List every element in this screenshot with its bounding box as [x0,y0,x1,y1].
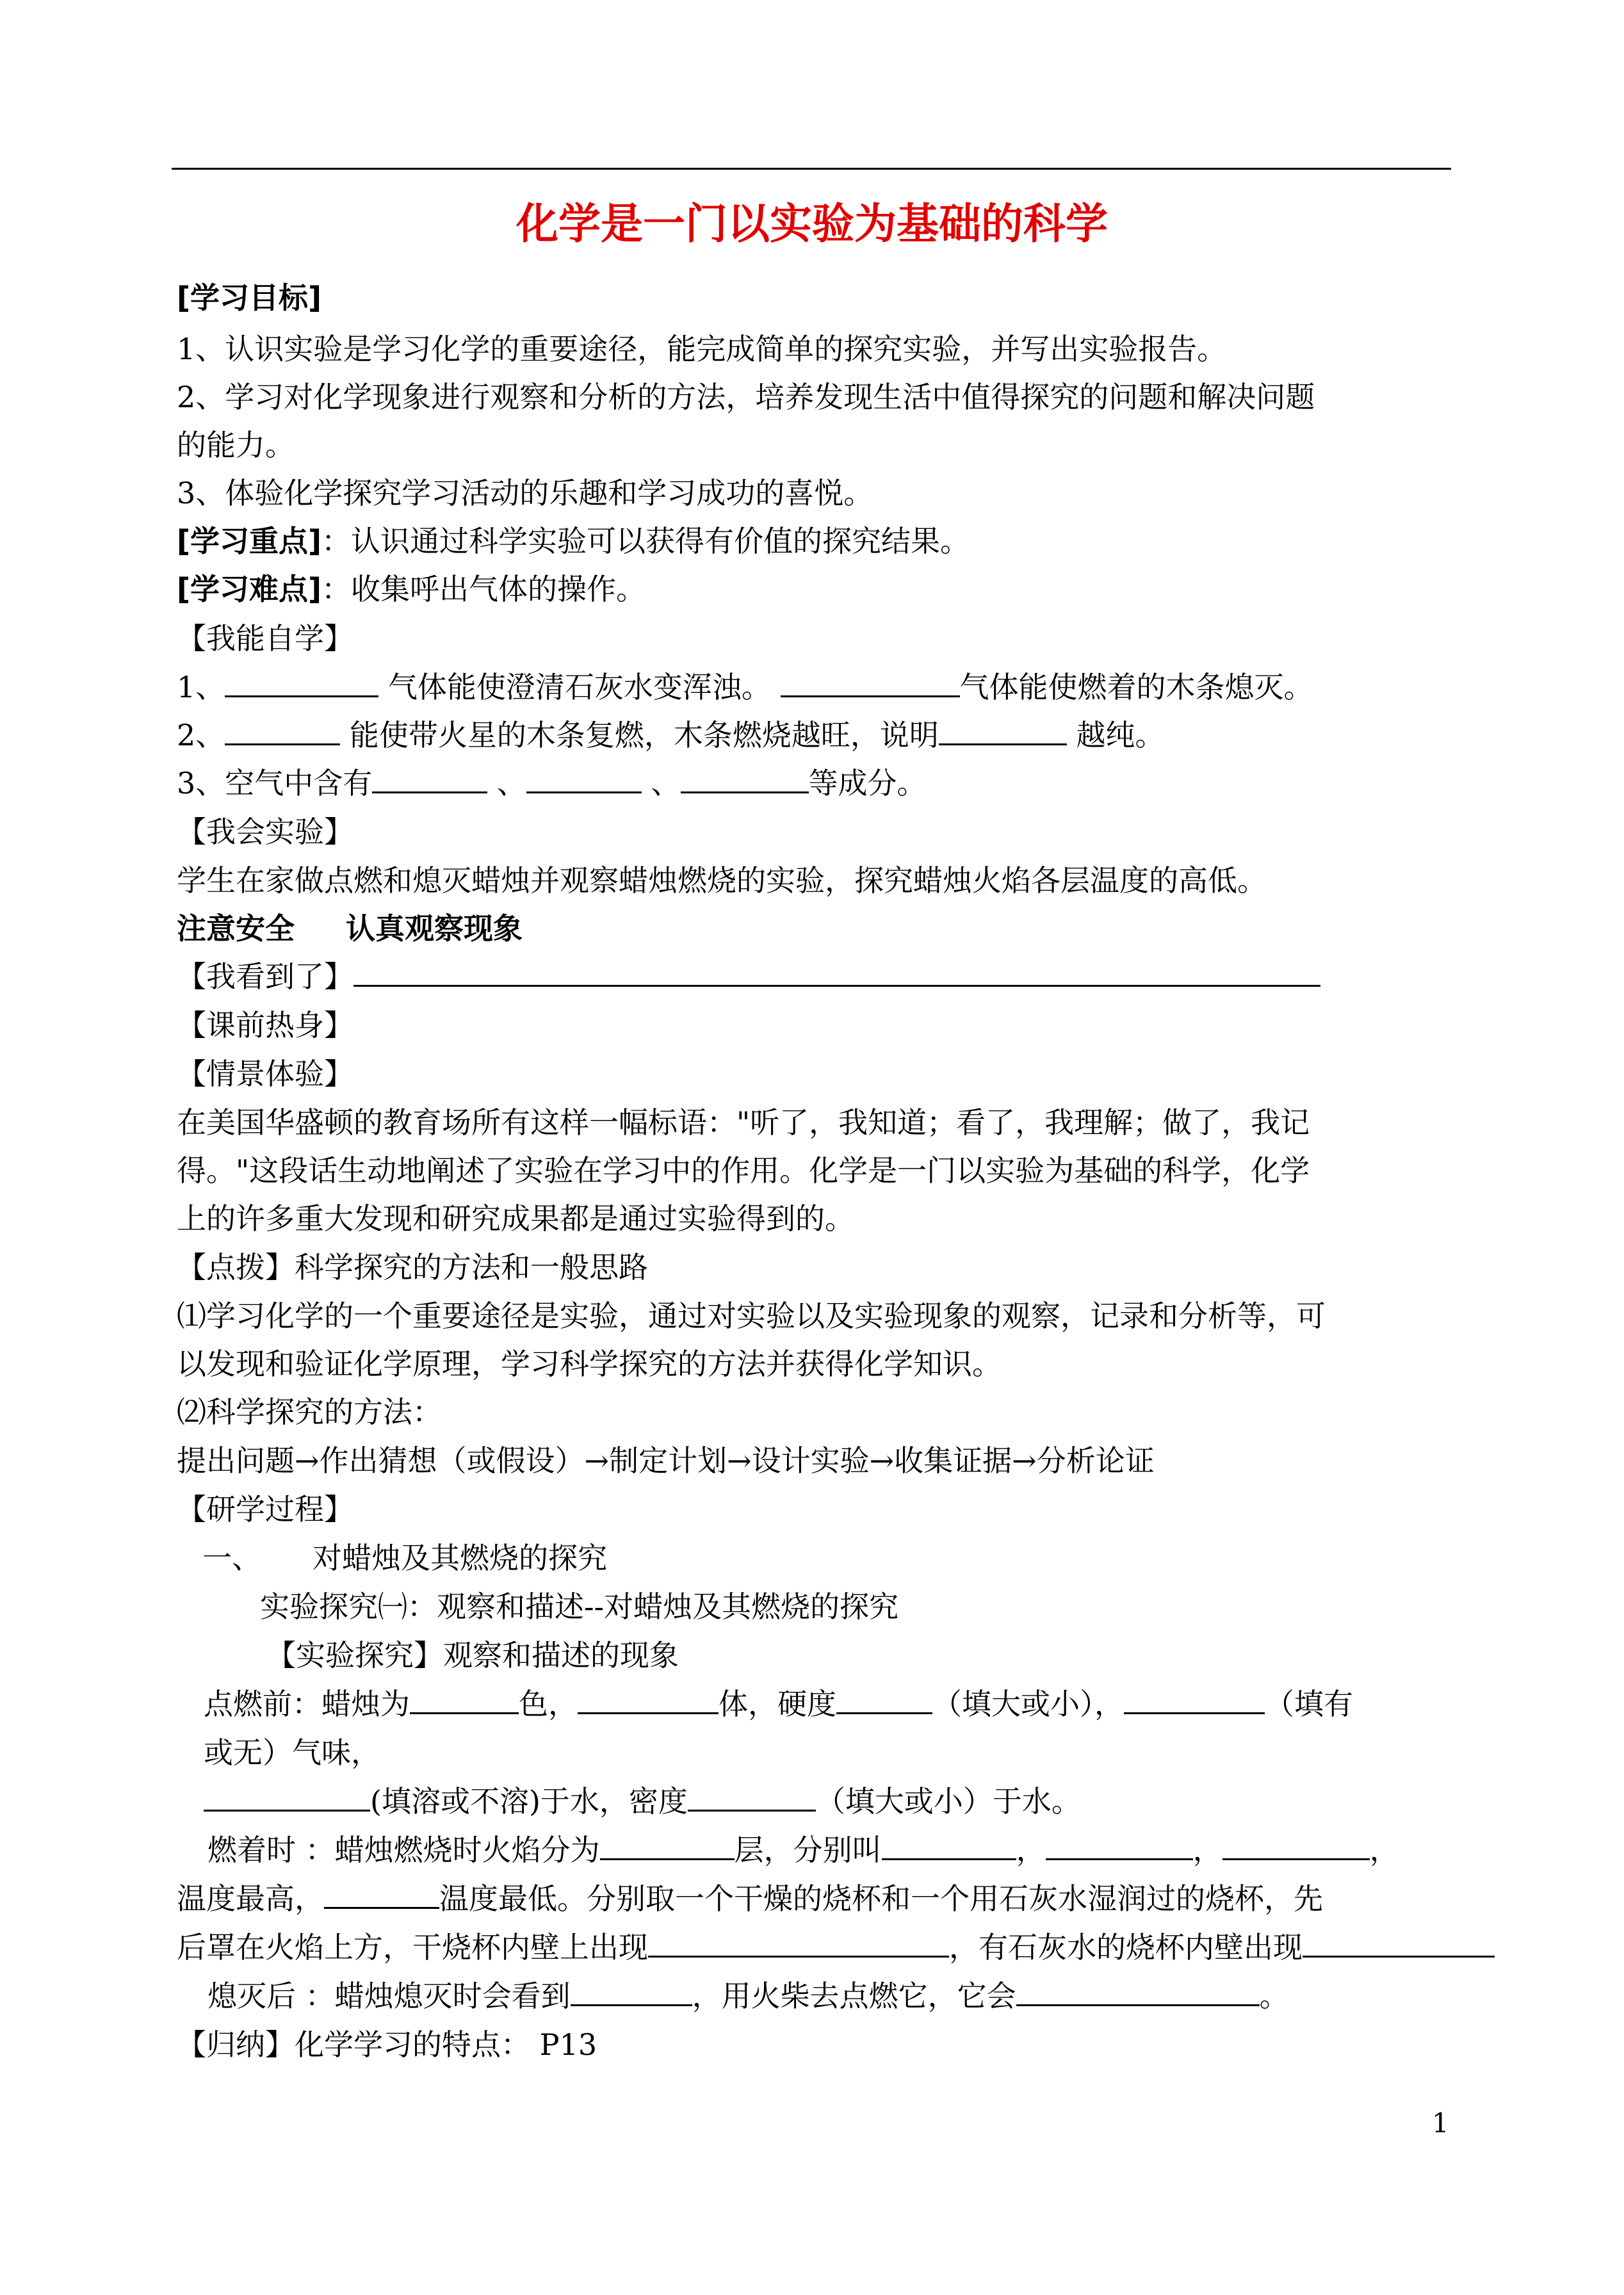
before-ignition-3 [204,1779,1081,1824]
question-2 [177,713,1165,758]
experiment-text: 学生在家做点燃和熄灭蜡烛并观察蜡烛燃烧的实验，探究蜡烛火焰各层温度的高低。 [177,863,1267,898]
comma: ， [1192,1833,1222,1867]
tip-2: ⑵科学探究的方法： [177,1395,442,1429]
blank[interactable] [600,1828,735,1860]
observation-blank[interactable] [353,954,1320,987]
blank[interactable] [204,1779,370,1812]
tip-1b: 以发现和验证化学原理，学习科学探究的方法并获得化学知识。 [177,1347,1002,1381]
q1-text: 气体能使澄清石灰水变浑浊。 [378,670,781,704]
scene-line-2: 得。"这段话生动地阐述了实验在学习中的作用。化学是一门以实验为基础的科学，化学 [177,1153,1310,1188]
blank[interactable] [578,1682,719,1714]
extinguished [207,1974,1289,2018]
blank[interactable] [1016,1974,1260,2006]
before3-c: （填大或小）于水。 [815,1784,1081,1819]
blank[interactable] [781,665,960,697]
diff-label: [学习难点] [177,572,322,606]
section-1-num: 一、 [202,1541,261,1575]
observation-line [177,954,1320,999]
experiment-1-sub: 【实验探究】观察和描述的现象 [266,1638,679,1673]
page-number: 1 [1432,2107,1449,2139]
safety-1: 注意安全 [177,911,295,946]
out-a: 熄灭后 ：蜡烛熄灭时会看到 [207,1979,571,2013]
burn2-a: 温度最高， [177,1881,324,1916]
blank[interactable] [648,1925,949,1958]
diff-text: ：收集呼出气体的操作。 [321,572,646,606]
self-study-header: 【我能自学】 [177,621,353,656]
blank[interactable] [372,761,487,793]
experiment-1: 实验探究㈠：观察和描述--对蜡烛及其燃烧的探究 [260,1589,899,1624]
before-ignition [204,1682,1353,1726]
question-3 [177,761,927,806]
goal-3: 3、体验化学探究学习活动的乐趣和学习成功的喜悦。 [177,476,873,510]
blank[interactable] [1124,1682,1265,1714]
research-header: 【研学过程】 [177,1492,353,1527]
burn2-b: 温度最低。分别取一个干燥的烧杯和一个用石灰水湿润过的烧杯，先 [439,1881,1323,1916]
section-1 [202,1536,607,1580]
scene-header: 【情景体验】 [177,1057,353,1091]
page-title: 化学是一门以实验为基础的科学 [516,199,1108,248]
blank[interactable] [571,1974,692,2006]
q1-end: 气体能使燃着的木条熄灭。 [959,670,1313,704]
blank[interactable] [681,761,809,793]
section-1-title: 对蜡烛及其燃烧的探究 [313,1541,607,1575]
blank[interactable] [225,665,378,697]
q2-num: 2、 [177,718,225,752]
tip-header: 【点拨】科学探究的方法和一般思路 [177,1250,648,1285]
before-c: 体，硬度 [719,1687,836,1721]
out-b: ，用火柴去点燃它，它会 [692,1979,1016,2013]
burning [207,1828,1399,1872]
burn-b: 层，分别叫 [734,1833,882,1867]
blank[interactable] [1046,1828,1193,1860]
before-b: 色， [519,1687,578,1721]
blank[interactable] [836,1682,932,1714]
blank[interactable] [1222,1828,1370,1860]
blank[interactable] [324,1876,439,1909]
key-point [177,519,970,564]
goal-2b: 的能力。 [177,428,295,462]
q3-text: 3、空气中含有 [177,766,373,800]
goal-1: 1、认识实验是学习化学的重要途径，能完成简单的探究实验，并写出实验报告。 [177,332,1227,366]
safety-note [177,906,523,951]
header-rule [172,168,1451,170]
before-d: （填大或小）， [932,1687,1124,1721]
summary: 【归纳】化学学习的特点： P13 [177,2027,597,2062]
burn3-a: 后罩在火焰上方，干烧杯内壁上出现 [177,1930,648,1965]
q2-text: 能使带火星的木条复燃，木条燃烧越旺，说明 [340,718,939,752]
burning-3 [177,1925,1495,1970]
comma: ， [1369,1833,1399,1867]
key-text: ：认识通过科学实验可以获得有价值的探究结果。 [321,524,970,558]
warmup-header: 【课前热身】 [177,1008,353,1042]
burning-2 [177,1876,1323,1921]
before3-b: (填溶或不溶)于水，密度 [370,1784,688,1819]
scene-line-3: 上的许多重大发现和研究成果都是通过实验得到的。 [177,1201,854,1236]
scene-line-1: 在美国华盛顿的教育场所有这样一幅标语："听了，我知道；看了，我理解；做了，我记 [177,1105,1310,1140]
blank[interactable] [688,1779,816,1812]
saw-label: 【我看到了】 [177,959,353,994]
burn3-b: ，有石灰水的烧杯内壁出现 [949,1930,1303,1965]
before-ignition-2: 或无）气味， [204,1735,380,1770]
blank[interactable] [1303,1925,1495,1958]
key-label: [学习重点] [177,524,322,558]
q3-sep: 、 [487,766,526,800]
tip-1a: ⑴学习化学的一个重要途径是实验，通过对实验以及实验现象的观察，记录和分析等，可 [177,1299,1326,1333]
question-1 [177,665,1313,710]
blank[interactable] [882,1828,1016,1860]
blank[interactable] [410,1682,519,1714]
before-a: 点燃前：蜡烛为 [204,1687,410,1721]
before-e: （填有 [1265,1687,1353,1721]
blank[interactable] [939,713,1067,745]
burn-a: 燃着时 ：蜡烛燃烧时火焰分为 [207,1833,600,1867]
difficult-point [177,567,646,612]
out-c: 。 [1259,1979,1289,2013]
experiment-header: 【我会实验】 [177,815,353,849]
goal-2a: 2、学习对化学现象进行观察和分析的方法，培养发现生活中值得探究的问题和解决问题 [177,380,1315,414]
q3-end: 等成分。 [808,766,927,800]
q2-end: 越纯。 [1066,718,1165,752]
blank[interactable] [225,713,340,745]
inquiry-steps: 提出问题→作出猜想（或假设）→制定计划→设计实验→收集证据→分析论证 [177,1443,1155,1478]
q1-num: 1、 [177,670,225,704]
blank[interactable] [526,761,642,793]
safety-2: 认真观察现象 [346,911,523,946]
q3-sep: 、 [641,766,681,800]
comma: ， [1016,1833,1046,1867]
goal-header: [学习目标] [177,280,322,315]
